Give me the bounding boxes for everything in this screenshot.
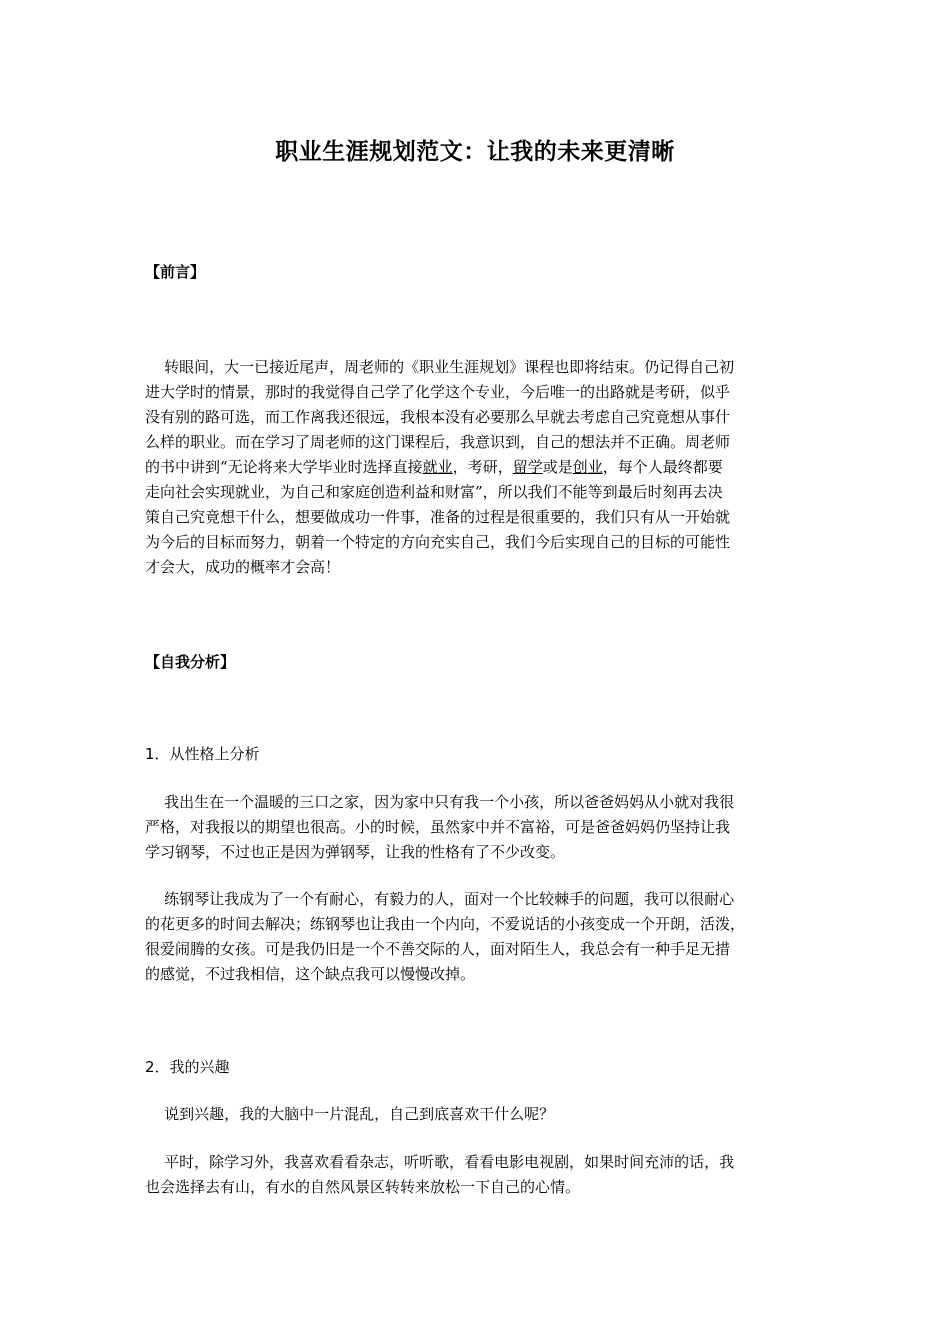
preface-heading: 【前言】 — [145, 263, 206, 281]
text-segment: ，考研， — [452, 458, 513, 476]
text-line: 么样的职业。而在学习了周老师的这门课程后，我意识到，自己的想法并不正确。周老师 — [145, 433, 731, 451]
link-employment[interactable]: 就业 — [422, 458, 453, 476]
personality-paragraph-1 — [145, 790, 805, 865]
text-line: 为今后的目标而努力，朝着一个特定的方向充实自己，我们今后实现自己的目标的可能性 — [145, 533, 731, 551]
text-line: 严格，对我报以的期望也很高。小的时候，虽然家中并不富裕，可是爸爸妈妈仍坚持让我 — [145, 818, 731, 836]
interests-subheading: 2．我的兴趣 — [145, 1058, 230, 1076]
preface-paragraph — [145, 355, 805, 580]
text-line: 走向社会实现就业，为自己和家庭创造利益和财富”，所以我们不能等到最后时刻再去决 — [145, 483, 723, 501]
document-title: 职业生涯规划范文：让我的未来更清晰 — [275, 139, 675, 165]
personality-subheading: 1．从性格上分析 — [145, 745, 260, 763]
text-segment: ，每个人最终都要 — [602, 458, 723, 476]
text-line: 练钢琴让我成为了一个有耐心，有毅力的人，面对一个比较棘手的问题，我可以很耐心 — [145, 890, 735, 908]
text-line: 的感觉，不过我相信，这个缺点我可以慢慢改掉。 — [145, 965, 476, 983]
text-line: 没有别的路可选，而工作离我还很远，我根本没有必要那么早就去考虑自己究竟想从事什 — [145, 408, 731, 426]
text-line: 很爱闹腾的女孩。可是我仍旧是一个不善交际的人，面对陌生人，我总会有一种手足无措 — [145, 940, 731, 958]
self-analysis-heading: 【自我分析】 — [145, 653, 236, 671]
link-startup[interactable]: 创业 — [572, 458, 603, 476]
text-line: 学习钢琴，不过也正是因为弹钢琴，让我的性格有了不少改变。 — [145, 843, 566, 861]
text-line: 也会选择去有山，有水的自然风景区转转来放松一下自己的心情。 — [145, 1178, 581, 1196]
link-study-abroad[interactable]: 留学 — [512, 458, 543, 476]
text-line: 我出生在一个温暖的三口之家，因为家中只有我一个小孩，所以爸爸妈妈从小就对我很 — [145, 793, 735, 811]
text-segment: 的书中讲到“无论将来大学毕业时选择直接 — [145, 458, 423, 476]
text-line: 平时，除学习外，我喜欢看看杂志，听听歌，看看电影电视剧，如果时间充沛的话，我 — [145, 1153, 735, 1171]
interests-paragraph-2 — [145, 1150, 805, 1200]
text-line: 进大学时的情景，那时的我觉得自己学了化学这个专业，今后唯一的出路就是考研，似乎 — [145, 383, 731, 401]
text-line: 的花更多的时间去解决；练钢琴也让我由一个内向，不爱说话的小孩变成一个开朗，活泼， — [145, 915, 746, 933]
text-line: 说到兴趣，我的大脑中一片混乱，自己到底喜欢干什么呢？ — [145, 1105, 555, 1123]
text-line: 才会大，成功的概率才会高！ — [145, 558, 341, 576]
personality-paragraph-2 — [145, 887, 805, 987]
text-line: 策自己究竟想干什么，想要做成功一件事，准备的过程是很重要的，我们只有从一开始就 — [145, 508, 731, 526]
text-line — [145, 455, 805, 480]
text-segment: 或是 — [542, 458, 573, 476]
text-line: 转眼间，大一已接近尾声，周老师的《职业生涯规划》课程也即将结束。仍记得自己初 — [145, 358, 735, 376]
interests-paragraph-1 — [145, 1102, 805, 1127]
